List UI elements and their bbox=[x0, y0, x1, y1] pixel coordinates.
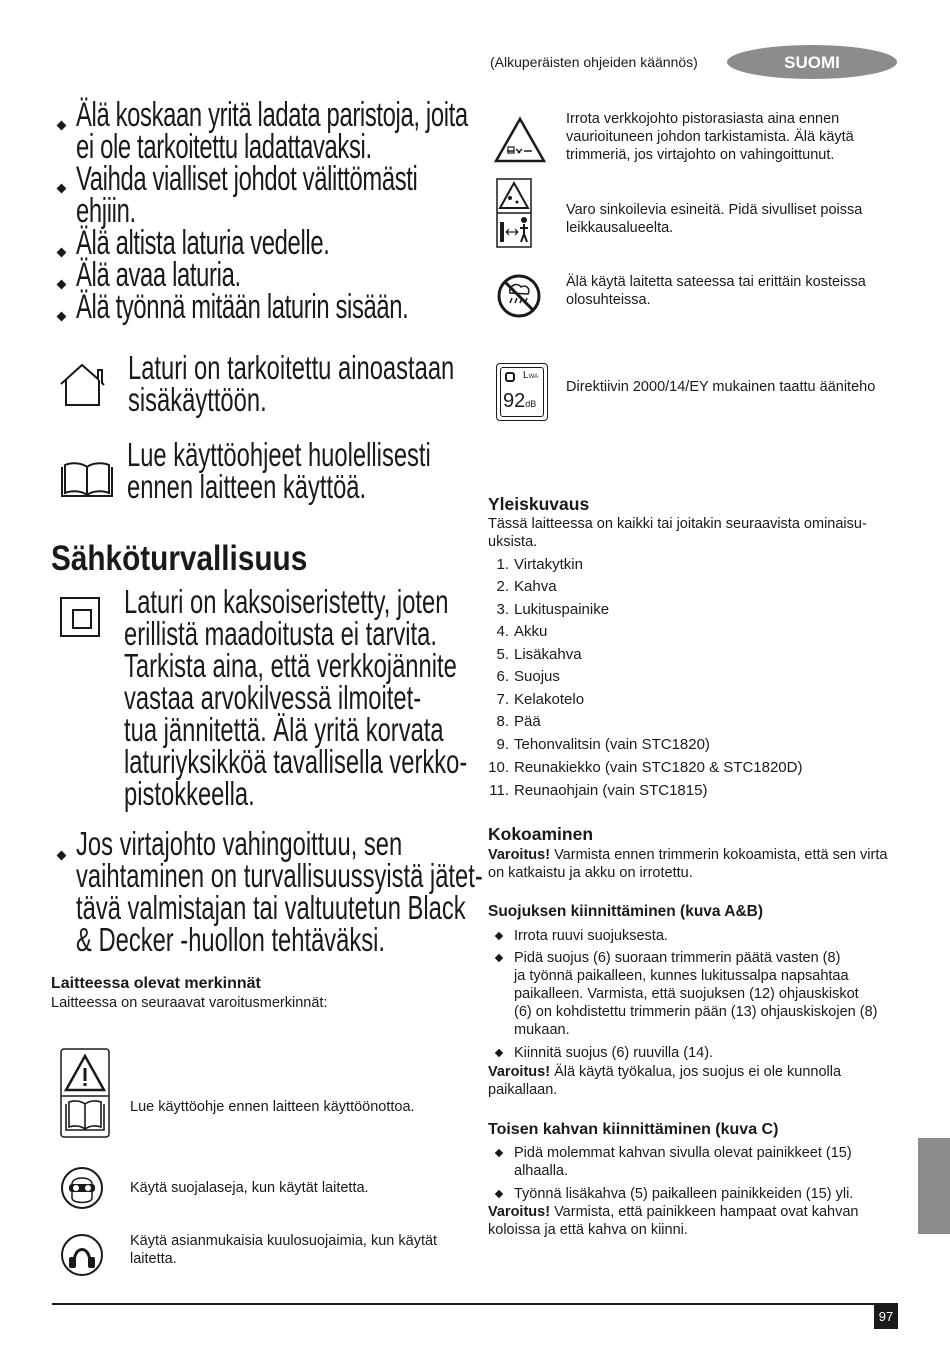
warning-text: Varmista, että painikkeen hampaat ovat kahvan bbox=[550, 1204, 859, 1220]
insulation-text-line: tua jännitettä. Älä yritä korvata bbox=[124, 711, 444, 748]
list-item: 4. Akku bbox=[496, 623, 548, 640]
insulation-text-line: erillistä maadoitusta ei tarvita. bbox=[124, 615, 437, 652]
safety-glasses-icon bbox=[60, 1166, 104, 1210]
bullet-diamond-icon bbox=[57, 121, 67, 131]
overview-intro-line: Tässä laitteessa on kaikki tai joitakin seuraavista ominaisu- bbox=[488, 516, 867, 532]
language-tab-label: SUOMI bbox=[784, 53, 840, 72]
warning-word: Varoitus! bbox=[488, 1204, 551, 1220]
bullet-text: Älä avaa laturia. bbox=[76, 256, 241, 294]
list-item: Työnnä lisäkahva (5) paikalleen painikkeiden (15) yli. bbox=[496, 1185, 853, 1203]
overview-heading: Yleiskuvaus bbox=[488, 494, 590, 514]
book-text bbox=[127, 436, 431, 505]
flying-debris-icon bbox=[496, 178, 532, 248]
debris-text-line: leikkausalueelta. bbox=[566, 220, 674, 236]
list-item: Kiinnitä suojus (6) ruuvilla (14). bbox=[496, 1044, 713, 1062]
overview-intro bbox=[488, 515, 867, 551]
house-icon bbox=[58, 362, 106, 408]
list-item: 11. Reunaohjain (vain STC1815) bbox=[489, 782, 708, 799]
bullet-text: ehjiin. bbox=[76, 192, 136, 230]
open-book-icon bbox=[60, 462, 114, 500]
insulation-text-line: laturiyksikköä tavallisella verkko- bbox=[124, 743, 468, 780]
noise-label: L bbox=[523, 370, 529, 381]
cord-text-line: trimmeriä, jos virtajohto on vahingoittunut. bbox=[566, 147, 835, 163]
handle-warning bbox=[488, 1203, 858, 1239]
bullet-diamond-icon bbox=[495, 1149, 503, 1157]
guard-steps bbox=[496, 927, 916, 1067]
warning-text: on katkaistu ja akku on irrotettu. bbox=[488, 865, 693, 881]
ear-protection-icon bbox=[60, 1233, 104, 1277]
insulation-text-line: pistokkeella. bbox=[124, 775, 255, 812]
section-title: Sähköturvallisuus bbox=[51, 539, 308, 578]
book-text-line: Lue käyttöohjeet huolellisesti bbox=[127, 436, 431, 473]
debris-symbol-text bbox=[566, 201, 862, 237]
rain-symbol-text bbox=[566, 273, 866, 309]
bullet-diamond-icon bbox=[495, 1190, 503, 1198]
cord-bullet-text bbox=[76, 825, 483, 958]
assembly-heading: Kokoaminen bbox=[488, 824, 594, 844]
bullet-text: Älä altista laturia vedelle. bbox=[76, 224, 330, 262]
list-item: 1. Virtakytkin bbox=[496, 556, 583, 573]
list-item: Irrota ruuvi suojuksesta. bbox=[496, 927, 668, 945]
double-insulation-icon bbox=[60, 597, 100, 637]
ear-text-line: Käytä asianmukaisia kuulosuojaimia, kun käytät bbox=[130, 1233, 438, 1249]
list-item: 7. Kelakotelo bbox=[496, 691, 585, 708]
rain-text-line: Älä käytä laitetta sateessa tai erittäin kosteissa bbox=[566, 274, 866, 290]
noise-value: 92 bbox=[503, 390, 526, 412]
warning-text: koloissa ja että kahva on kiinni. bbox=[488, 1222, 688, 1238]
bullet-diamond-icon bbox=[495, 932, 503, 940]
markings-intro: Laitteessa on seuraavat varoitusmerkinnät: bbox=[51, 995, 328, 1011]
warning-word: Varoitus! bbox=[488, 847, 551, 863]
bullet-diamond-icon bbox=[495, 1049, 503, 1057]
page-number-text: 97 bbox=[878, 1309, 894, 1324]
list-item: 5. Lisäkahva bbox=[496, 646, 582, 663]
assembly-warning bbox=[488, 846, 887, 882]
rain-text-line: olosuhteissa. bbox=[566, 292, 651, 308]
bullet-diamond-icon bbox=[57, 280, 67, 290]
bullet-text: Älä työnnä mitään laturin sisään. bbox=[76, 288, 409, 326]
footer-rule bbox=[52, 1303, 898, 1305]
bullet-diamond-icon bbox=[57, 248, 67, 258]
debris-text-line: Varo sinkoilevia esineitä. Pidä sivulliset poissa bbox=[566, 202, 863, 218]
list-item: Pidä suojus (6) suoraan trimmerin päätä vasten (8) ja työnnä paikalleen, kunnes lukitussalpa napsahtaa paikalleen. Varmista, että suojuksen (12) ohjauskiskot (6) on kohdistettu trimmerin pään (13) ohjauskiskojen (8) mukaan. bbox=[496, 949, 877, 1039]
noise-level-symbol bbox=[496, 363, 548, 421]
cord-bullet-line: tävä valmistajan tai valtuutetun Black bbox=[76, 889, 466, 926]
guard-warning bbox=[488, 1063, 841, 1099]
house-text-line: Laturi on tarkoitettu ainoastaan bbox=[128, 349, 455, 386]
list-item: 8. Pää bbox=[496, 713, 541, 730]
list-item: 10. Reunakiekko (vain STC1820 & STC1820D) bbox=[488, 759, 803, 776]
noise-symbol-text: Direktiivin 2000/14/EY mukainen taattu äänitehо bbox=[566, 379, 876, 395]
cord-text-line: vaurioituneen johdon tarkistamista. Älä käytä bbox=[566, 129, 854, 145]
overview-intro-line: uksista. bbox=[488, 534, 538, 550]
list-item: 6. Suojus bbox=[496, 668, 560, 685]
list-item: 3. Lukituspainike bbox=[496, 601, 610, 618]
no-rain-icon bbox=[496, 273, 542, 319]
warning-word: Varoitus! bbox=[488, 1064, 551, 1080]
guard-heading: Suojuksen kiinnittäminen (kuva A&B) bbox=[488, 903, 764, 920]
book-text-line: ennen laitteen käyttöä. bbox=[127, 468, 367, 505]
cord-warning-icon bbox=[494, 116, 546, 164]
glasses-symbol-text: Käytä suojalaseja, kun käytät laitetta. bbox=[130, 1180, 369, 1196]
noise-source-icon bbox=[505, 372, 515, 382]
side-chapter-tab bbox=[918, 1138, 950, 1234]
manual-symbol-text: Lue käyttöohje ennen laitteen käyttöönottoa. bbox=[130, 1099, 415, 1115]
ear-text-line: laitetta. bbox=[130, 1251, 177, 1267]
bullet-diamond-icon bbox=[495, 954, 503, 962]
bullet-text: Älä koskaan yritä ladata paristoja, joita bbox=[76, 96, 468, 134]
cord-bullet-line: & Decker -huollon tehtäväksi. bbox=[76, 921, 386, 958]
house-text bbox=[128, 349, 455, 418]
bullet-diamond-icon bbox=[57, 312, 67, 322]
handle-steps bbox=[496, 1144, 916, 1206]
warning-text: Varmista ennen trimmerin kokoamista, että sen virta bbox=[550, 847, 888, 863]
language-tab bbox=[727, 45, 897, 79]
cord-symbol-text bbox=[566, 110, 854, 164]
warning-text: paikallaan. bbox=[488, 1082, 558, 1098]
house-text-line: sisäkäyttöön. bbox=[128, 381, 267, 418]
bullet-diamond-icon bbox=[57, 184, 67, 194]
warning-manual-symbol bbox=[60, 1048, 110, 1138]
list-item: Pidä molemmat kahvan sivulla olevat painikkeet (15) alhaalla. bbox=[496, 1144, 852, 1180]
insulation-text-line: vastaa arvokilvessä ilmoitet- bbox=[124, 679, 422, 716]
bullet-diamond-icon bbox=[57, 851, 67, 861]
page-number bbox=[874, 1305, 898, 1329]
translation-note: (Alkuperäisten ohjeiden käännös) bbox=[490, 54, 698, 70]
insulation-text-line: Laturi on kaksoiseristetty, joten bbox=[124, 583, 449, 620]
bullet-text: Vaihda vialliset johdot välittömästi bbox=[76, 160, 418, 198]
list-item: 9. Tehonvalitsin (vain STC1820) bbox=[496, 736, 710, 753]
markings-heading: Laitteessa olevat merkinnät bbox=[51, 975, 261, 992]
ear-symbol-text bbox=[130, 1232, 437, 1268]
noise-unit: dB bbox=[525, 399, 537, 409]
cord-text-line: Irrota verkkojohto pistorasiasta aina ennen bbox=[566, 111, 840, 127]
bullet-text: ei ole tarkoitettu ladattavaksi. bbox=[76, 128, 372, 166]
insulation-text-line: Tarkista aina, että verkkojännite bbox=[124, 647, 457, 684]
warning-text: Älä käytä työkalua, jos suojus ei ole kunnolla bbox=[550, 1064, 842, 1080]
double-insulation-text bbox=[124, 583, 468, 812]
handle-heading: Toisen kahvan kiinnittäminen (kuva C) bbox=[488, 1121, 779, 1138]
charger-safety-bullets bbox=[52, 96, 472, 330]
cord-bullet-line: Jos virtajohto vahingoittuu, sen bbox=[76, 825, 403, 862]
noise-label-sub: WA bbox=[528, 374, 539, 380]
cord-bullet-line: vaihtaminen on turvallisuussyistä jätet- bbox=[76, 857, 483, 894]
list-item: 2. Kahva bbox=[496, 578, 557, 595]
